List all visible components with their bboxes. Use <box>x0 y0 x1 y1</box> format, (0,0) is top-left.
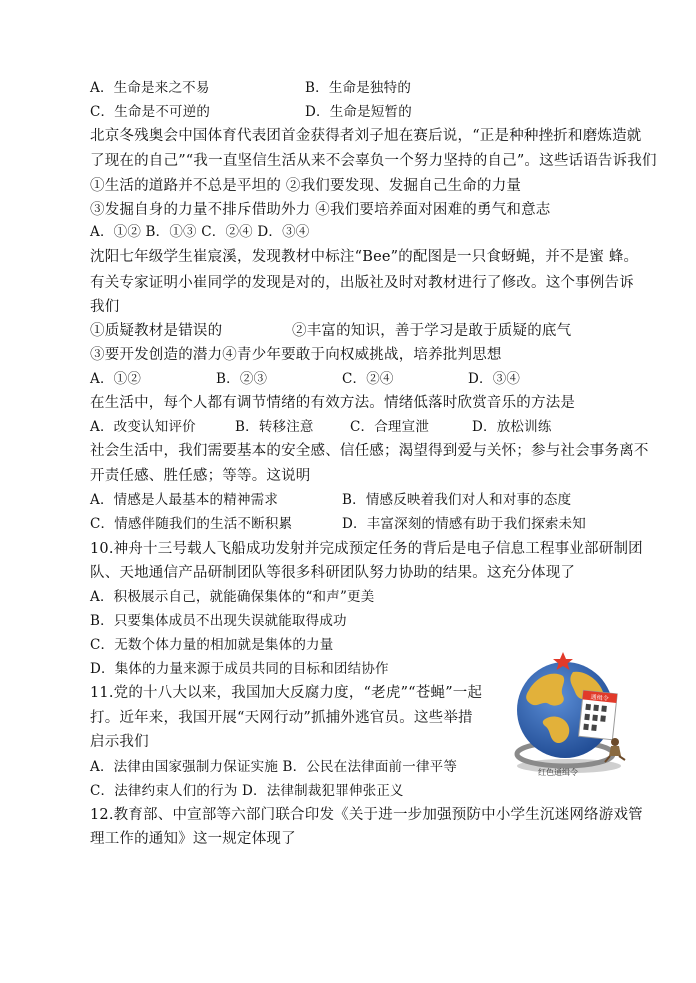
q7-stem-line3: 我们 <box>90 299 120 315</box>
q10-option-a: A．积极展示自己，就能确保集体的“和声”更美 <box>90 589 375 605</box>
q9-stem-line1: 社会生活中，我们需要基本的安全感、信任感；渴望得到爱与关怀；参与社会事务离不 <box>90 443 649 459</box>
q11-options-ab: A．法律由国家强制力保证实施 B．公民在法律面前一律平等 <box>90 759 458 775</box>
q10-option-d: D．集体的力量来源于成员共同的目标和团结协作 <box>90 661 389 677</box>
q7-stem-line2: 有关专家证明小崔同学的发现是对的，出版社及时对教材进行了修改。这个事例告诉 <box>90 275 634 291</box>
q6-stem-line1: 北京冬残奥会中国体育代表团首金获得者刘子旭在赛后说，“正是种种挫折和磨炼造就 <box>90 128 642 144</box>
q12-stem-line2: 理工作的通知》这一规定体现了 <box>90 831 296 847</box>
q6-statements-2: ③发掘自身的力量不排斥借助外力 ④我们要培养面对困难的勇气和意志 <box>90 202 551 218</box>
q10-option-c: C．无数个体力量的相加就是集体的力量 <box>90 637 334 653</box>
figure-caption: 红色通缉令 <box>538 768 578 777</box>
q11-stem-line1: 11.党的十八大以来，我国加大反腐力度，“老虎”“苍蝇”一起 <box>90 685 483 701</box>
q7-option-c: C．②④ <box>342 371 394 387</box>
q10-option-b: B．只要集体成员不出现失误就能取得成功 <box>90 613 347 629</box>
globe-wanted-notice-illustration <box>507 650 639 776</box>
q7-option-b: B．②③ <box>216 371 268 387</box>
q8-option-d: D．放松训练 <box>472 419 552 435</box>
q9-stem-line2: 开责任感、胜任感；等等。这说明 <box>90 468 311 484</box>
q6-statements-1: ①生活的道路并不总是平坦的 ②我们要发现、发掘自己生命的力量 <box>90 178 522 194</box>
q10-stem-line2: 队、天地通信产品研制团队等很多科研团队努力协助的结果。这充分体现了 <box>90 565 576 581</box>
q7-statement-2: ②丰富的知识，善于学习是敢于质疑的底气 <box>292 323 572 339</box>
q7-option-d: D．③④ <box>468 371 521 387</box>
prev-option-a: A．生命是来之不易 <box>90 80 210 96</box>
q10-stem-line1: 10.神舟十三号载人飞船成功发射并完成预定任务的背后是电子信息工程事业部研制团 <box>90 541 643 557</box>
poster-title: 通缉令 <box>590 693 609 703</box>
q9-option-a: A．情感是人最基本的精神需求 <box>90 492 279 508</box>
q8-stem: 在生活中，每个人都有调节情绪的有效方法。情绪低落时欣赏音乐的方法是 <box>90 395 576 411</box>
q6-options: A．①② B．①③ C．②④ D．③④ <box>90 224 310 240</box>
q7-statements-3-4: ③要开发创造的潜力④青少年要敢于向权威挑战，培养批判思想 <box>90 347 502 363</box>
q7-statement-1: ①质疑教材是错误的 <box>90 323 223 339</box>
q11-options-cd: C．法律约束人们的行为 D．法律制裁犯罪伸张正义 <box>90 783 404 799</box>
prev-option-d: D．生命是短暂的 <box>305 104 412 120</box>
q9-option-c: C．情感伴随我们的生活不断积累 <box>90 516 293 532</box>
q8-option-b: B．转移注意 <box>235 419 314 435</box>
q6-stem-line2: 了现在的自己”“我一直坚信生活从来不会辜负一个努力坚持的自己”。这些话语告诉我们 <box>90 153 657 169</box>
q12-stem-line1: 12.教育部、中宣部等六部门联合印发《关于进一步加强预防中小学生沉迷网络游戏管 <box>90 807 643 823</box>
q11-stem-line2: 打。近年来，我国开展“天网行动”抓捕外逃官员。这些举措 <box>90 710 473 726</box>
prev-option-c: C．生命是不可逆的 <box>90 104 211 120</box>
wanted-poster <box>579 690 618 739</box>
q9-option-b: B．情感反映着我们对人和对事的态度 <box>342 492 572 508</box>
q8-option-a: A．改变认知评价 <box>90 419 196 435</box>
q7-stem-line1: 沈阳七年级学生崔宸溪，发现教材中标注“Bee”的配图是一只食蚜蝇，并不是蜜 蜂。 <box>90 249 639 265</box>
q8-option-c: C．合理宣泄 <box>350 419 430 435</box>
q11-stem-line3: 启示我们 <box>90 734 149 750</box>
q7-option-a: A．①② <box>90 371 142 387</box>
q9-option-d: D．丰富深刻的情感有助于我们探索未知 <box>342 516 586 532</box>
prev-option-b: B．生命是独特的 <box>305 80 412 96</box>
